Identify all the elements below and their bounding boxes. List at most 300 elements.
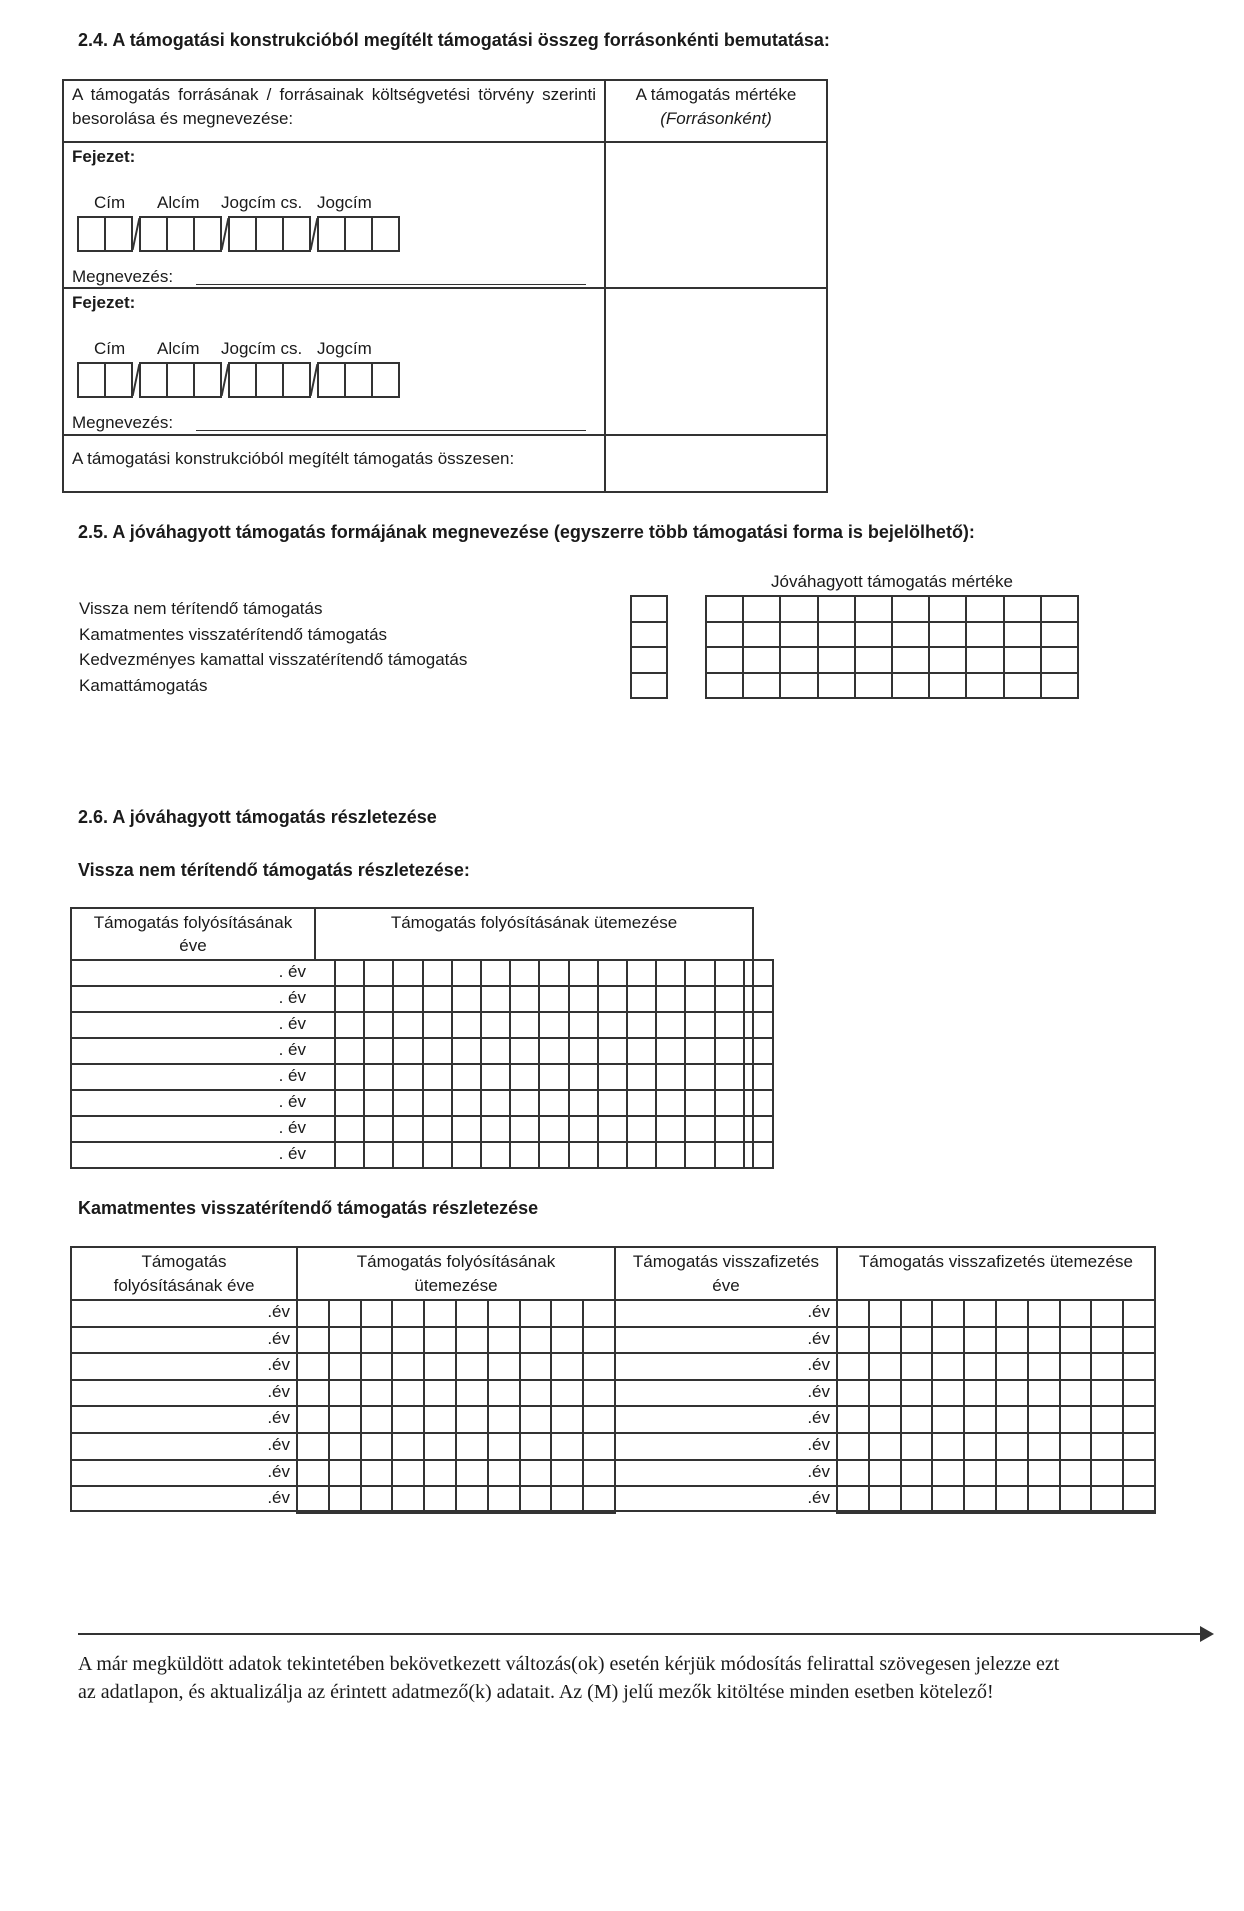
t2-disbursement-cell[interactable] <box>582 1405 616 1434</box>
t1-amount-cell[interactable] <box>568 1089 599 1117</box>
code-digit-box[interactable] <box>371 362 400 398</box>
t2-disbursement-cell[interactable] <box>550 1405 584 1434</box>
amount-digit-cell[interactable] <box>928 595 967 623</box>
amount-digit-cell[interactable] <box>854 621 893 649</box>
t2-repayment-cell[interactable] <box>1122 1405 1156 1434</box>
t2-repayment-cell[interactable] <box>931 1326 965 1355</box>
t1-amount-cell[interactable] <box>509 959 540 987</box>
t1-amount-cell[interactable] <box>451 985 482 1013</box>
t1-year-input[interactable] <box>72 961 272 985</box>
code-digit-box[interactable] <box>371 216 400 252</box>
t2-repayment-cell[interactable] <box>995 1485 1029 1514</box>
t1-amount-cell[interactable] <box>597 1037 628 1065</box>
t1-amount-cell[interactable] <box>714 1037 745 1065</box>
code-digit-box[interactable] <box>317 362 346 398</box>
t1-amount-cell[interactable] <box>392 1089 423 1117</box>
t2-repayment-cell[interactable] <box>1059 1299 1093 1328</box>
t2-disbursement-cell[interactable] <box>296 1379 330 1408</box>
amount-digit-cell[interactable] <box>891 621 930 649</box>
t2-repayment-cell[interactable] <box>963 1352 997 1381</box>
t2-repayment-cell[interactable] <box>931 1432 965 1461</box>
t1-amount-cell[interactable] <box>655 1141 686 1169</box>
t2-disbursement-cell[interactable] <box>360 1485 394 1514</box>
t2-disbursement-cell[interactable] <box>423 1485 457 1514</box>
t2-disbursement-cell[interactable] <box>328 1432 362 1461</box>
t1-amount-cell[interactable] <box>451 959 482 987</box>
t2-repayment-cell[interactable] <box>1027 1459 1061 1488</box>
t2-repayment-cell[interactable] <box>900 1299 934 1328</box>
t2-disbursement-cell[interactable] <box>360 1352 394 1381</box>
t2-disbursement-cell[interactable] <box>296 1326 330 1355</box>
t1-amount-cell[interactable] <box>597 1141 628 1169</box>
t2-disbursement-cell[interactable] <box>487 1326 521 1355</box>
t1-amount-cell[interactable] <box>334 1037 365 1065</box>
t2-disbursement-cell[interactable] <box>391 1432 425 1461</box>
t1-amount-cell[interactable] <box>334 1115 365 1143</box>
amount-digit-cell[interactable] <box>965 595 1004 623</box>
t2-repayment-cell[interactable] <box>1122 1459 1156 1488</box>
t1-amount-cell[interactable] <box>422 1011 453 1039</box>
t2-repayment-cell[interactable] <box>900 1485 934 1514</box>
t2-disbursement-cell[interactable] <box>296 1352 330 1381</box>
t2-repayment-cell[interactable] <box>1090 1299 1124 1328</box>
t1-amount-cell[interactable] <box>684 1115 715 1143</box>
t1-amount-cell[interactable] <box>626 1063 657 1091</box>
t1-amount-cell[interactable] <box>714 985 745 1013</box>
t1-amount-cell[interactable] <box>538 1089 569 1117</box>
t1-amount-cell[interactable] <box>538 1063 569 1091</box>
amount-digit-cell[interactable] <box>817 621 856 649</box>
t1-amount-cell[interactable] <box>626 1141 657 1169</box>
t1-year-input[interactable] <box>72 987 272 1011</box>
t1-amount-cell[interactable] <box>480 1115 511 1143</box>
t2-repayment-cell[interactable] <box>836 1485 870 1514</box>
t1-amount-cell[interactable] <box>714 1011 745 1039</box>
t2-repayment-cell[interactable] <box>1090 1379 1124 1408</box>
form-checkbox[interactable] <box>630 621 668 649</box>
t2-disbursement-cell[interactable] <box>423 1299 457 1328</box>
code-digit-box[interactable] <box>255 216 284 252</box>
form-checkbox[interactable] <box>630 672 668 700</box>
t1-amount-cell[interactable] <box>597 1063 628 1091</box>
t2-disbursement-cell[interactable] <box>455 1352 489 1381</box>
code-digit-box[interactable] <box>166 362 195 398</box>
t1-amount-cell[interactable] <box>597 959 628 987</box>
t2-repayment-cell[interactable] <box>1059 1459 1093 1488</box>
t2-repayment-cell[interactable] <box>868 1326 902 1355</box>
t2-disbursement-cell[interactable] <box>455 1326 489 1355</box>
t2-repayment-cell[interactable] <box>963 1485 997 1514</box>
t1-amount-cell[interactable] <box>684 1089 715 1117</box>
t1-amount-cell[interactable] <box>538 1011 569 1039</box>
t1-amount-cell[interactable] <box>714 1115 745 1143</box>
t1-amount-cell[interactable] <box>509 1089 540 1117</box>
t1-amount-cell[interactable] <box>655 1115 686 1143</box>
t2-disbursement-cell[interactable] <box>296 1299 330 1328</box>
t2-repayment-cell[interactable] <box>963 1326 997 1355</box>
t1-amount-cell[interactable] <box>684 1063 715 1091</box>
code-digit-box[interactable] <box>139 216 168 252</box>
amount-digit-cell[interactable] <box>854 672 893 700</box>
t2-repayment-cell[interactable] <box>1090 1459 1124 1488</box>
code-digit-box[interactable] <box>193 362 222 398</box>
t2-repayment-cell[interactable] <box>1027 1352 1061 1381</box>
t1-amount-cell[interactable] <box>422 985 453 1013</box>
amount-digit-cell[interactable] <box>742 595 781 623</box>
t2-repayment-cell[interactable] <box>1059 1326 1093 1355</box>
t1-amount-cell[interactable] <box>597 1115 628 1143</box>
t2-disbursement-cell[interactable] <box>455 1432 489 1461</box>
code-digit-box[interactable] <box>282 362 311 398</box>
t2-repayment-cell[interactable] <box>900 1352 934 1381</box>
t2-disbursement-cell[interactable] <box>423 1379 457 1408</box>
t1-amount-cell[interactable] <box>743 1063 774 1091</box>
t2-disbursement-cell[interactable] <box>519 1432 553 1461</box>
t2-repayment-cell[interactable] <box>963 1299 997 1328</box>
t1-amount-cell[interactable] <box>597 985 628 1013</box>
t1-amount-cell[interactable] <box>451 1141 482 1169</box>
t1-amount-cell[interactable] <box>451 1037 482 1065</box>
t1-amount-cell[interactable] <box>538 1037 569 1065</box>
amount-digit-cell[interactable] <box>705 646 744 674</box>
t1-amount-cell[interactable] <box>684 1037 715 1065</box>
t2-repayment-cell[interactable] <box>931 1459 965 1488</box>
t2-repayment-cell[interactable] <box>995 1299 1029 1328</box>
t2-repayment-cell[interactable] <box>1122 1432 1156 1461</box>
t1-amount-cell[interactable] <box>655 1011 686 1039</box>
amount-digit-cell[interactable] <box>891 672 930 700</box>
t1-amount-cell[interactable] <box>538 985 569 1013</box>
code-digit-box[interactable] <box>228 216 257 252</box>
t1-amount-cell[interactable] <box>392 1011 423 1039</box>
t1-amount-cell[interactable] <box>743 1141 774 1169</box>
t2-repayment-cell[interactable] <box>1122 1299 1156 1328</box>
t1-year-input[interactable] <box>72 1091 272 1115</box>
amount-digit-cell[interactable] <box>817 672 856 700</box>
t1-amount-cell[interactable] <box>714 1141 745 1169</box>
t1-amount-cell[interactable] <box>684 959 715 987</box>
code-digit-box[interactable] <box>228 362 257 398</box>
t2-disbursement-cell[interactable] <box>455 1485 489 1514</box>
t2-disbursement-cell[interactable] <box>455 1379 489 1408</box>
t2-repayment-cell[interactable] <box>868 1432 902 1461</box>
t1-amount-cell[interactable] <box>363 1037 394 1065</box>
t2-disbursement-cell[interactable] <box>550 1379 584 1408</box>
t2-disbursement-cell[interactable] <box>360 1432 394 1461</box>
t1-amount-cell[interactable] <box>626 1037 657 1065</box>
t1-amount-cell[interactable] <box>422 959 453 987</box>
t1-amount-cell[interactable] <box>363 1089 394 1117</box>
t2-disbursement-cell[interactable] <box>296 1459 330 1488</box>
t1-amount-cell[interactable] <box>714 1063 745 1091</box>
t1-amount-cell[interactable] <box>363 985 394 1013</box>
t1-amount-cell[interactable] <box>334 1063 365 1091</box>
t2-disbursement-cell[interactable] <box>550 1432 584 1461</box>
amount-digit-cell[interactable] <box>742 672 781 700</box>
t1-amount-cell[interactable] <box>392 959 423 987</box>
t2-repayment-cell[interactable] <box>995 1352 1029 1381</box>
t1-amount-cell[interactable] <box>714 959 745 987</box>
t1-amount-cell[interactable] <box>684 1011 715 1039</box>
t1-amount-cell[interactable] <box>509 985 540 1013</box>
t2-disbursement-cell[interactable] <box>519 1326 553 1355</box>
t1-amount-cell[interactable] <box>743 1037 774 1065</box>
t2-repayment-cell[interactable] <box>868 1459 902 1488</box>
t2-repayment-cell[interactable] <box>995 1326 1029 1355</box>
amount-digit-cell[interactable] <box>965 646 1004 674</box>
amount-digit-cell[interactable] <box>928 672 967 700</box>
t2-disbursement-cell[interactable] <box>391 1352 425 1381</box>
t2-disbursement-cell[interactable] <box>519 1352 553 1381</box>
t1-amount-cell[interactable] <box>597 1089 628 1117</box>
code-digit-box[interactable] <box>77 216 106 252</box>
t1-amount-cell[interactable] <box>626 959 657 987</box>
t2-repayment-cell[interactable] <box>1090 1432 1124 1461</box>
t1-amount-cell[interactable] <box>480 1037 511 1065</box>
form-checkbox[interactable] <box>630 595 668 623</box>
code-digit-box[interactable] <box>193 216 222 252</box>
amount-digit-cell[interactable] <box>891 646 930 674</box>
t1-amount-cell[interactable] <box>392 1063 423 1091</box>
amount-input[interactable] <box>606 289 826 434</box>
t1-amount-cell[interactable] <box>392 1115 423 1143</box>
t1-amount-cell[interactable] <box>714 1089 745 1117</box>
t1-amount-cell[interactable] <box>655 985 686 1013</box>
t2-repayment-cell[interactable] <box>1122 1352 1156 1381</box>
t2-disbursement-cell[interactable] <box>487 1379 521 1408</box>
t2-disbursement-cell[interactable] <box>296 1432 330 1461</box>
t1-year-input[interactable] <box>72 1065 272 1089</box>
t2-repayment-cell[interactable] <box>931 1405 965 1434</box>
t2-disbursement-cell[interactable] <box>487 1405 521 1434</box>
t2-disbursement-cell[interactable] <box>582 1352 616 1381</box>
t2-repayment-cell[interactable] <box>1122 1485 1156 1514</box>
t2-repayment-cell[interactable] <box>1122 1326 1156 1355</box>
amount-digit-cell[interactable] <box>1040 646 1079 674</box>
t2-disbursement-cell[interactable] <box>296 1405 330 1434</box>
t1-amount-cell[interactable] <box>392 1037 423 1065</box>
t1-amount-cell[interactable] <box>451 1011 482 1039</box>
t2-repayment-cell[interactable] <box>836 1326 870 1355</box>
t1-year-input[interactable] <box>72 1117 272 1141</box>
t2-repayment-cell[interactable] <box>1090 1352 1124 1381</box>
t2-repayment-cell[interactable] <box>836 1379 870 1408</box>
t1-amount-cell[interactable] <box>568 959 599 987</box>
megnevezes-input[interactable] <box>196 283 586 285</box>
t2-repayment-cell[interactable] <box>1059 1379 1093 1408</box>
t1-amount-cell[interactable] <box>480 1089 511 1117</box>
amount-digit-cell[interactable] <box>1003 621 1042 649</box>
t2-repayment-cell[interactable] <box>900 1379 934 1408</box>
t2-repayment-cell[interactable] <box>931 1352 965 1381</box>
t2-repayment-cell[interactable] <box>1027 1379 1061 1408</box>
code-digit-box[interactable] <box>104 362 133 398</box>
t2-disbursement-cell[interactable] <box>550 1299 584 1328</box>
t1-amount-cell[interactable] <box>568 1037 599 1065</box>
t2-repayment-cell[interactable] <box>995 1432 1029 1461</box>
t2-disbursement-cell[interactable] <box>519 1485 553 1514</box>
amount-digit-cell[interactable] <box>1003 595 1042 623</box>
code-digit-box[interactable] <box>344 216 373 252</box>
t1-amount-cell[interactable] <box>422 1063 453 1091</box>
t2-disbursement-cell[interactable] <box>519 1459 553 1488</box>
t2-repayment-cell[interactable] <box>868 1405 902 1434</box>
t1-amount-cell[interactable] <box>334 985 365 1013</box>
amount-digit-cell[interactable] <box>817 646 856 674</box>
amount-digit-cell[interactable] <box>705 621 744 649</box>
t1-amount-cell[interactable] <box>451 1063 482 1091</box>
t2-repayment-cell[interactable] <box>868 1299 902 1328</box>
t1-amount-cell[interactable] <box>509 1011 540 1039</box>
amount-digit-cell[interactable] <box>965 621 1004 649</box>
t1-amount-cell[interactable] <box>422 1089 453 1117</box>
t1-amount-cell[interactable] <box>422 1037 453 1065</box>
t2-disbursement-cell[interactable] <box>519 1299 553 1328</box>
t1-amount-cell[interactable] <box>743 1011 774 1039</box>
t2-repayment-cell[interactable] <box>1122 1379 1156 1408</box>
t1-amount-cell[interactable] <box>626 1089 657 1117</box>
t1-year-input[interactable] <box>72 1013 272 1037</box>
t2-repayment-cell[interactable] <box>900 1405 934 1434</box>
t2-repayment-cell[interactable] <box>1059 1485 1093 1514</box>
amount-digit-cell[interactable] <box>1003 672 1042 700</box>
t2-repayment-cell[interactable] <box>836 1405 870 1434</box>
t2-disbursement-cell[interactable] <box>328 1299 362 1328</box>
t2-disbursement-cell[interactable] <box>391 1379 425 1408</box>
t2-repayment-cell[interactable] <box>836 1432 870 1461</box>
chapter-code-input[interactable] <box>77 216 397 252</box>
t1-amount-cell[interactable] <box>363 1115 394 1143</box>
t2-disbursement-cell[interactable] <box>423 1459 457 1488</box>
t1-amount-cell[interactable] <box>655 1037 686 1065</box>
t1-amount-cell[interactable] <box>538 959 569 987</box>
t1-amount-cell[interactable] <box>480 1141 511 1169</box>
t2-repayment-cell[interactable] <box>931 1485 965 1514</box>
t2-disbursement-cell[interactable] <box>550 1485 584 1514</box>
t2-disbursement-cell[interactable] <box>360 1405 394 1434</box>
amount-digit-cell[interactable] <box>779 595 818 623</box>
t2-disbursement-cell[interactable] <box>487 1299 521 1328</box>
t1-amount-cell[interactable] <box>568 1063 599 1091</box>
code-digit-box[interactable] <box>139 362 168 398</box>
t1-amount-cell[interactable] <box>743 1115 774 1143</box>
amount-digit-cell[interactable] <box>854 595 893 623</box>
t1-amount-cell[interactable] <box>509 1141 540 1169</box>
t1-amount-cell[interactable] <box>480 959 511 987</box>
t1-amount-cell[interactable] <box>568 1011 599 1039</box>
t2-disbursement-cell[interactable] <box>423 1432 457 1461</box>
t2-disbursement-cell[interactable] <box>582 1459 616 1488</box>
t2-disbursement-cell[interactable] <box>328 1379 362 1408</box>
t2-disbursement-cell[interactable] <box>328 1459 362 1488</box>
t2-disbursement-cell[interactable] <box>487 1459 521 1488</box>
amount-digit-cell[interactable] <box>1040 595 1079 623</box>
t2-disbursement-cell[interactable] <box>487 1352 521 1381</box>
code-digit-box[interactable] <box>344 362 373 398</box>
t2-disbursement-cell[interactable] <box>360 1379 394 1408</box>
t2-repayment-cell[interactable] <box>836 1352 870 1381</box>
t1-amount-cell[interactable] <box>480 985 511 1013</box>
t1-amount-cell[interactable] <box>451 1089 482 1117</box>
t2-disbursement-cell[interactable] <box>582 1299 616 1328</box>
t1-amount-cell[interactable] <box>509 1063 540 1091</box>
t1-amount-cell[interactable] <box>626 1011 657 1039</box>
t2-repayment-cell[interactable] <box>1027 1485 1061 1514</box>
t2-disbursement-cell[interactable] <box>328 1485 362 1514</box>
t1-amount-cell[interactable] <box>538 1141 569 1169</box>
amount-digit-cell[interactable] <box>928 646 967 674</box>
t2-repayment-cell[interactable] <box>1090 1405 1124 1434</box>
t2-disbursement-cell[interactable] <box>360 1299 394 1328</box>
t2-disbursement-cell[interactable] <box>550 1352 584 1381</box>
code-digit-box[interactable] <box>166 216 195 252</box>
amount-digit-cell[interactable] <box>854 646 893 674</box>
t2-repayment-cell[interactable] <box>900 1432 934 1461</box>
t2-repayment-cell[interactable] <box>1027 1432 1061 1461</box>
t2-disbursement-cell[interactable] <box>360 1326 394 1355</box>
t1-amount-cell[interactable] <box>655 1089 686 1117</box>
t2-repayment-cell[interactable] <box>1090 1326 1124 1355</box>
t2-disbursement-cell[interactable] <box>423 1326 457 1355</box>
t2-disbursement-cell[interactable] <box>582 1326 616 1355</box>
total-amount-input[interactable] <box>606 436 826 491</box>
t1-amount-cell[interactable] <box>568 985 599 1013</box>
t2-disbursement-cell[interactable] <box>582 1379 616 1408</box>
amount-digit-cell[interactable] <box>1040 672 1079 700</box>
t1-year-input[interactable] <box>72 1143 272 1167</box>
t1-amount-cell[interactable] <box>626 985 657 1013</box>
amount-digit-cell[interactable] <box>742 646 781 674</box>
t1-amount-cell[interactable] <box>480 1063 511 1091</box>
t1-amount-cell[interactable] <box>509 1115 540 1143</box>
t2-disbursement-cell[interactable] <box>487 1485 521 1514</box>
t2-repayment-cell[interactable] <box>1027 1326 1061 1355</box>
code-digit-box[interactable] <box>317 216 346 252</box>
t2-repayment-cell[interactable] <box>963 1459 997 1488</box>
t1-amount-cell[interactable] <box>684 1141 715 1169</box>
t2-repayment-cell[interactable] <box>931 1299 965 1328</box>
t2-repayment-cell[interactable] <box>1059 1352 1093 1381</box>
amount-input[interactable] <box>606 143 826 287</box>
code-digit-box[interactable] <box>255 362 284 398</box>
amount-digit-cell[interactable] <box>779 672 818 700</box>
t2-disbursement-cell[interactable] <box>550 1326 584 1355</box>
t2-disbursement-cell[interactable] <box>391 1485 425 1514</box>
t2-repayment-cell[interactable] <box>963 1405 997 1434</box>
t2-disbursement-cell[interactable] <box>296 1485 330 1514</box>
t2-repayment-cell[interactable] <box>963 1379 997 1408</box>
t1-amount-cell[interactable] <box>538 1115 569 1143</box>
t1-amount-cell[interactable] <box>597 1011 628 1039</box>
t1-amount-cell[interactable] <box>568 1115 599 1143</box>
t2-repayment-cell[interactable] <box>963 1432 997 1461</box>
t2-disbursement-cell[interactable] <box>360 1459 394 1488</box>
t2-repayment-cell[interactable] <box>995 1379 1029 1408</box>
t2-disbursement-cell[interactable] <box>391 1299 425 1328</box>
amount-digit-cell[interactable] <box>1040 621 1079 649</box>
amount-digit-cell[interactable] <box>1003 646 1042 674</box>
t2-disbursement-cell[interactable] <box>582 1432 616 1461</box>
t1-amount-cell[interactable] <box>334 1089 365 1117</box>
chapter-code-input[interactable] <box>77 362 397 398</box>
t1-amount-cell[interactable] <box>568 1141 599 1169</box>
amount-digit-cell[interactable] <box>742 621 781 649</box>
t2-repayment-cell[interactable] <box>931 1379 965 1408</box>
amount-digit-cell[interactable] <box>705 672 744 700</box>
t1-amount-cell[interactable] <box>363 959 394 987</box>
t1-amount-cell[interactable] <box>422 1115 453 1143</box>
t1-amount-cell[interactable] <box>363 1141 394 1169</box>
